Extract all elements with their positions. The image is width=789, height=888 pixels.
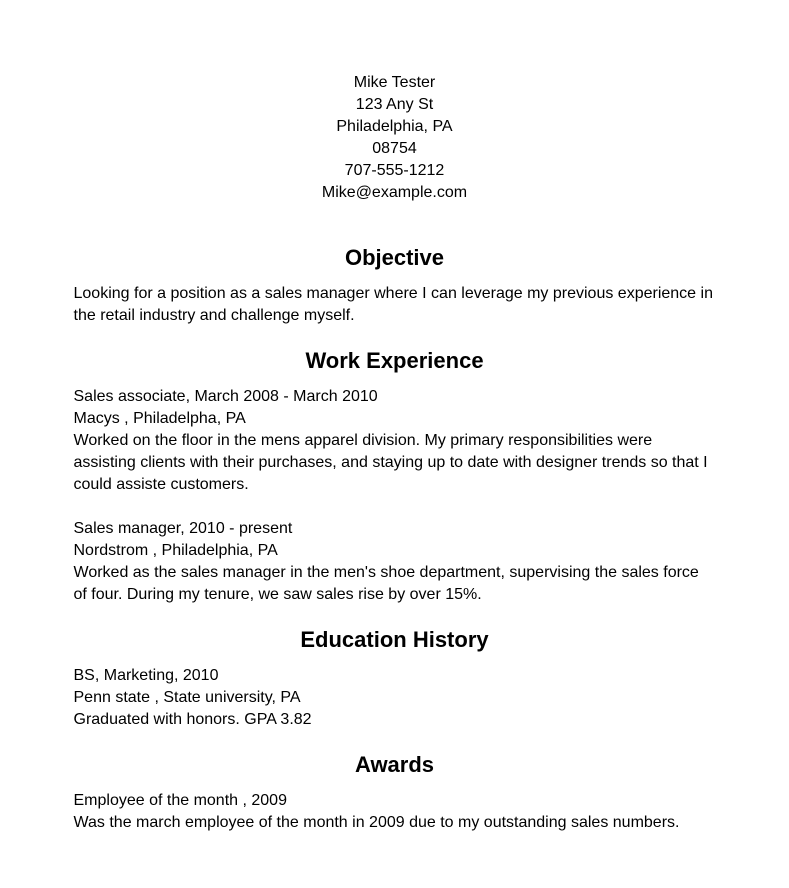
education-degree: BS, Marketing, 2010 (73, 667, 219, 684)
job-title-dates: Sales manager, 2010 - present (73, 520, 293, 537)
job-description: Worked as the sales manager in the men's shoe department, supervising the sales force of four. During my tenure, we saw sales rise by over 15%. (73, 564, 699, 603)
resume-document (74, 0, 716, 864)
objective-text: Looking for a position as a sales manager where I can leverage my previous experience in the retail industry and challenge myself. (73, 285, 713, 324)
job-title-dates: Sales associate, March 2008 - March 2010 (73, 388, 378, 405)
contact-email: Mike@example.com (321, 184, 468, 201)
award-description: Was the march employee of the month in 2009 due to my outstanding sales numbers. (73, 814, 680, 831)
contact-zip: 08754 (372, 140, 417, 157)
award-entry (74, 790, 716, 834)
contact-header (74, 72, 716, 204)
job-company-location: Macys , Philadelpha, PA (73, 410, 246, 427)
contact-name: Mike Tester (353, 74, 436, 91)
contact-street: 123 Any St (355, 96, 434, 113)
contact-city-state: Philadelphia, PA (336, 118, 453, 135)
section-title-education: Education History (300, 627, 489, 652)
job-entry (74, 518, 716, 606)
education-honors: Graduated with honors. GPA 3.82 (73, 711, 312, 728)
job-description: Worked on the floor in the mens apparel division. My primary responsibilities were assisting clients with their purchases, and staying up to date with designer trends so that I could assiste customers. (73, 432, 708, 493)
section-title-awards: Awards (354, 752, 435, 777)
section-title-work-experience: Work Experience (305, 348, 484, 373)
education-school: Penn state , State university, PA (73, 689, 301, 706)
section-title-objective: Objective (344, 245, 445, 270)
contact-phone: 707-555-1212 (344, 162, 445, 179)
job-entry (74, 386, 716, 496)
job-company-location: Nordstrom , Philadelphia, PA (73, 542, 278, 559)
education-entry (74, 665, 716, 731)
award-title: Employee of the month , 2009 (73, 792, 287, 809)
